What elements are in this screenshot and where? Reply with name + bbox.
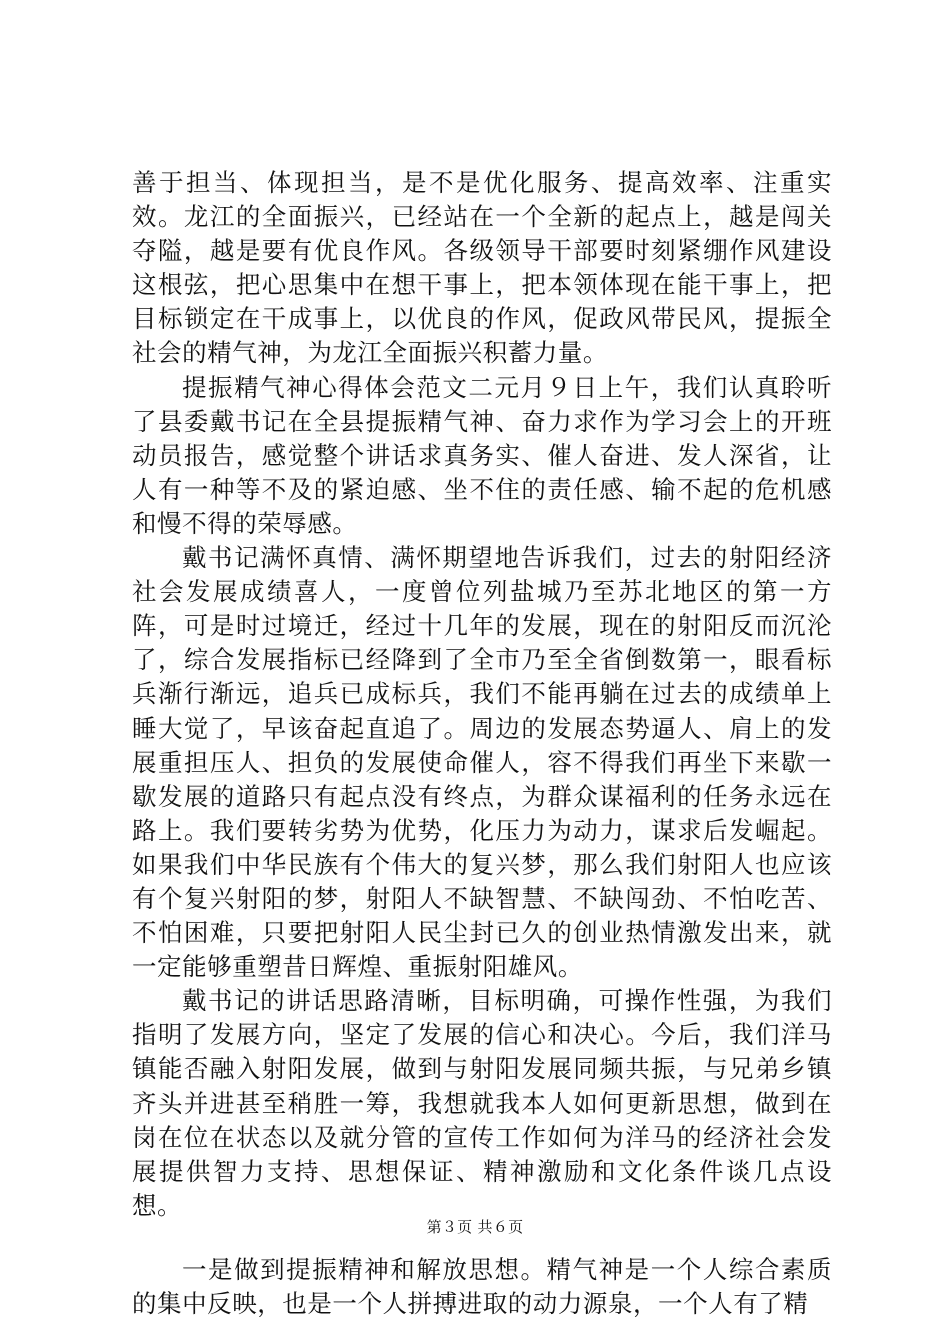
paragraph-essay-two-intro: 提振精气神心得体会范文二元月９日上午，我们认真聆听了县委戴书记在全县提振精气神、奋力求作为学习会上的开班动员报告，感觉整个讲话求真务实、催人奋进、发人深省，让人有一种等不及的紧迫感、坐不住的责任感、输不起的危机感和慢不得的荣辱感。 xyxy=(132,372,832,538)
paragraph-secretary-message: 戴书记满怀真情、满怀期望地告诉我们，过去的射阳经济社会发展成绩喜人，一度曾位列盐城乃至苏北地区的第一方阵，可是时过境迁，经过十几年的发展，现在的射阳反而沉沦了，综合发展指标已经降到了全市乃至全省倒数第一，眼看标兵渐行渐远，追兵已成标兵，我们不能再躺在过去的成绩单上睡大觉了，早该奋起直追了。周边的发展态势逼人、肩上的发展重担压人、担负的发展使命催人，容不得我们再坐下来歇一歇发展的道路只有起点没有终点，为群众谋福利的任务永远在路上。我们要转劣势为优势，化压力为动力，谋求后发崛起。如果我们中华民族有个伟大的复兴梦，那么我们射阳人也应该有个复兴射阳的梦，射阳人不缺智慧、不缺闯劲、不怕吃苦、不怕困难，只要把射阳人民尘封已久的创业热情激发出来，就一定能够重塑昔日辉煌、重振射阳雄风。 xyxy=(132,543,832,982)
document-body xyxy=(132,166,832,1321)
paragraph-continuation: 善于担当、体现担当，是不是优化服务、提高效率、注重实效。龙江的全面振兴，已经站在一个全新的起点上，越是闯关夺隘，越是要有优良作风。各级领导干部要时刻紧绷作风建设这根弦，把心思集中在想干事上，把本领体现在能干事上，把目标锁定在干成事上，以优良的作风，促政风带民风，提振全社会的精气神，为龙江全面振兴积蓄力量。 xyxy=(132,168,832,368)
paragraph-speech-assessment: 戴书记的讲话思路清晰，目标明确，可操作性强，为我们指明了发展方向，坚定了发展的信心和决心。今后，我们洋马镇能否融入射阳发展，做到与射阳发展同频共振，与兄弟乡镇齐头并进甚至稍胜一筹，我想就我本人如何更新思想，做到在岗在位在状态以及就分管的宣传工作如何为洋马的经济社会发展提供智力支持、思想保证、精神激励和文化条件谈几点设想。 xyxy=(132,986,832,1220)
page-footer: 第３页 共６页 xyxy=(426,1218,524,1236)
paragraph-point-one: 一是做到提振精神和解放思想。精气神是一个人综合素质的集中反映，也是一个人拼搏进取的动力源泉，一个人有了精 xyxy=(132,1254,832,1318)
